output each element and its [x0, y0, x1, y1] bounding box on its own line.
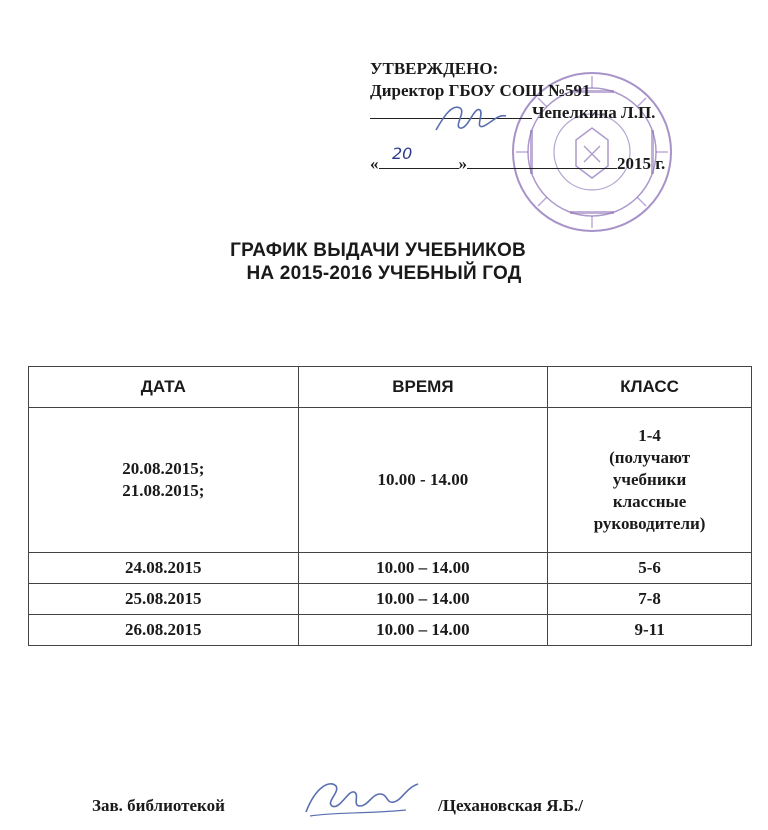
- date-open-quote: «: [370, 154, 379, 173]
- title-line-2: НА 2015-2016 УЧЕБНЫЙ ГОД: [246, 263, 522, 284]
- header-time: ВРЕМЯ: [298, 367, 548, 408]
- date-line: 20.08.2015;: [122, 459, 205, 478]
- row-class: 7-8: [548, 584, 752, 615]
- row-class: [548, 408, 752, 553]
- schedule-table: [28, 366, 752, 646]
- row-date: [29, 408, 299, 553]
- row-class: 9-11: [548, 615, 752, 646]
- approval-heading: УТВЕРЖДЕНО:: [370, 59, 499, 78]
- table-row: [29, 553, 752, 584]
- row-time: 10.00 – 14.00: [298, 584, 548, 615]
- header-class: КЛАСС: [548, 367, 752, 408]
- day-blank: [379, 152, 459, 169]
- director-position: Директор ГБОУ СОШ №591: [370, 81, 591, 100]
- class-line: руководители): [593, 514, 706, 533]
- row-time: 10.00 - 14.00: [298, 408, 548, 553]
- class-line: учебники: [612, 470, 687, 489]
- title-line-1: ГРАФИК ВЫДАЧИ УЧЕБНИКОВ: [230, 240, 526, 261]
- director-name: Чепелкина Л.П.: [532, 103, 656, 122]
- approval-year: 2015 г.: [617, 154, 666, 173]
- row-date: 25.08.2015: [29, 584, 299, 615]
- class-line: (получают: [609, 448, 691, 467]
- director-signature: [430, 96, 510, 140]
- row-class: 5-6: [548, 553, 752, 584]
- row-time: 10.00 – 14.00: [298, 553, 548, 584]
- row-date: 26.08.2015: [29, 615, 299, 646]
- librarian-role: Зав. библиотекой: [92, 796, 225, 815]
- header-date: ДАТА: [29, 367, 299, 408]
- row-time: 10.00 – 14.00: [298, 615, 548, 646]
- table-row: [29, 584, 752, 615]
- approval-date-line: [370, 144, 666, 174]
- row-date: 24.08.2015: [29, 553, 299, 584]
- class-line: классные: [612, 492, 687, 511]
- table-header-row: [29, 367, 752, 408]
- class-line: 1-4: [638, 426, 661, 445]
- approval-block: [370, 58, 690, 124]
- director-signature-line: [370, 102, 690, 124]
- date-line: 21.08.2015;: [122, 481, 205, 500]
- librarian-name: /Цехановская Я.Б./: [438, 796, 583, 815]
- table-row: [29, 408, 752, 553]
- month-blank: [467, 152, 617, 169]
- document-title: [0, 239, 768, 285]
- librarian-signature: [296, 772, 426, 822]
- table-row: [29, 615, 752, 646]
- handwritten-day: 20: [392, 144, 413, 163]
- date-close-quote: »: [458, 154, 467, 173]
